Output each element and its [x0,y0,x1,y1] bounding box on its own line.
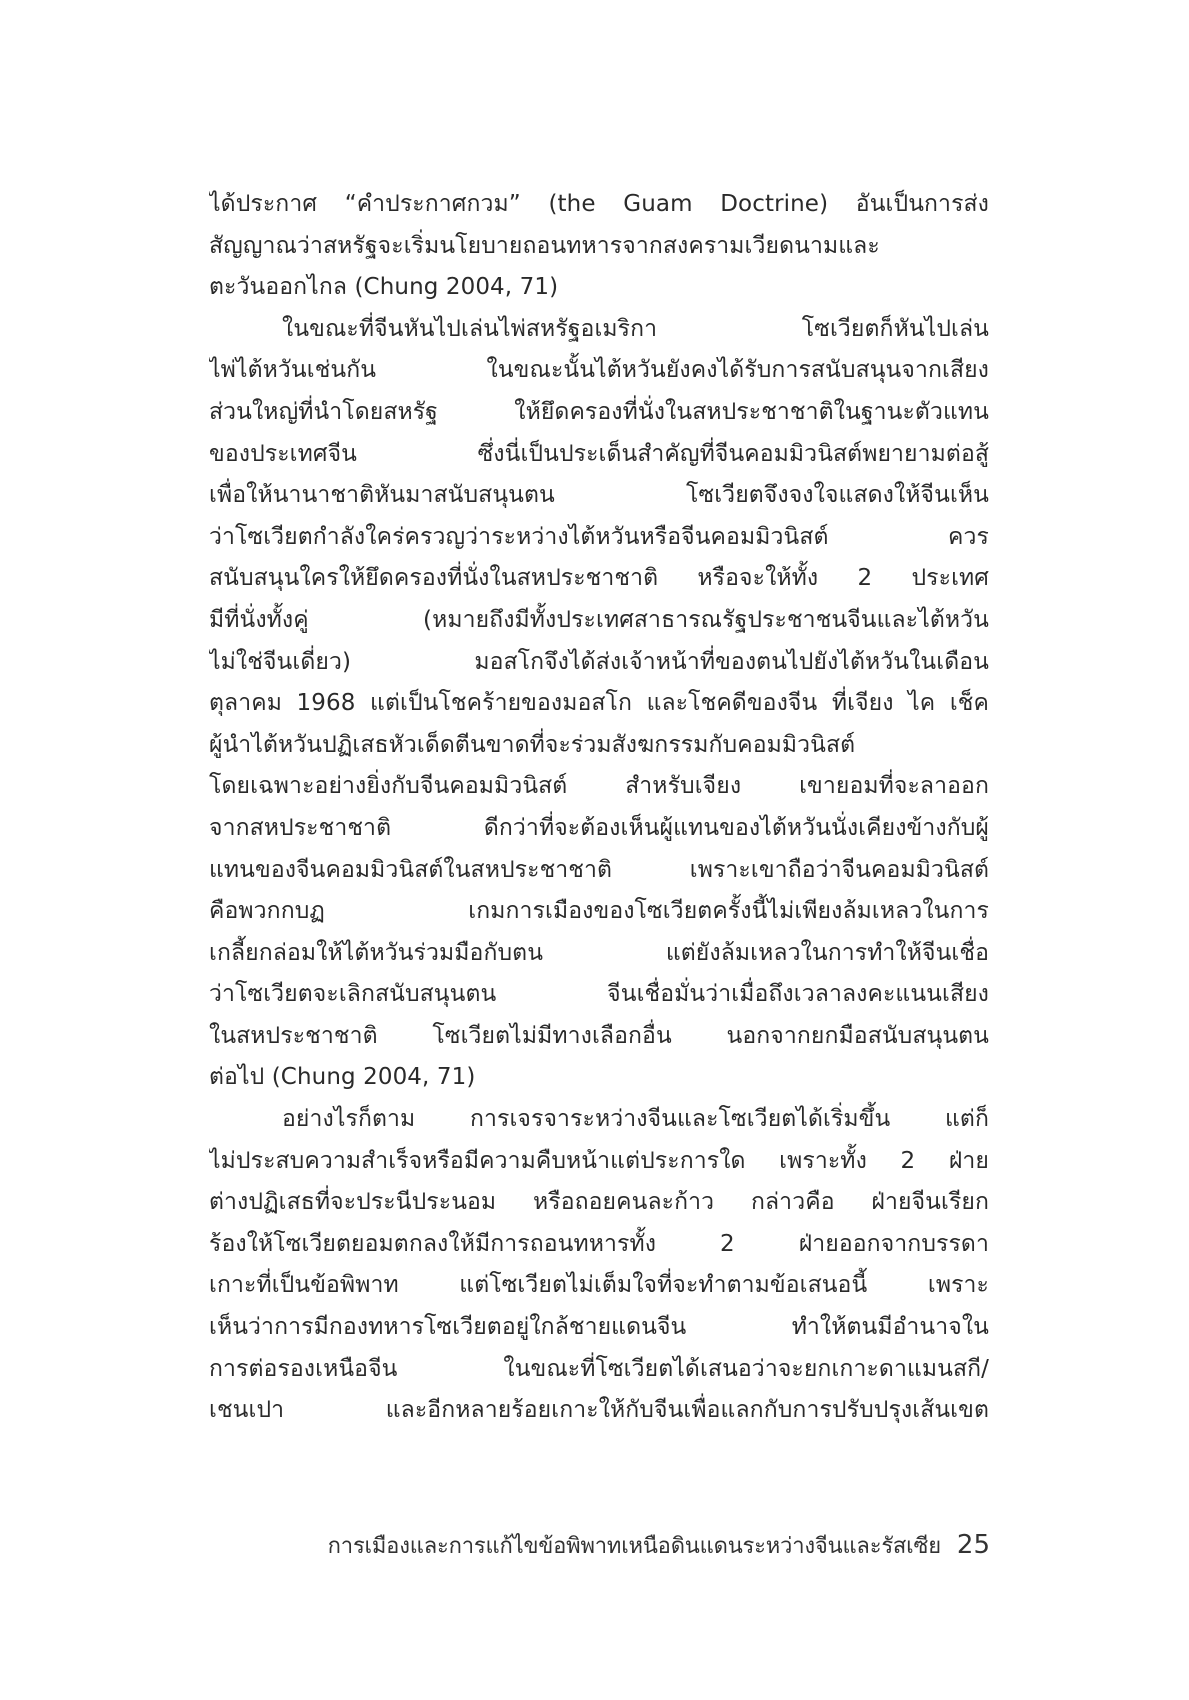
text-line: ไม่ประสบความสำเร็จหรือมีความคืบหน้าแต่ประการใด เพราะทั้ง 2 ฝ่าย [209,1147,989,1174]
text-line: ตุลาคม 1968 แต่เป็นโชคร้ายของมอสโก และโชคดีของจีน ที่เจียง ไค เช็ค [209,690,989,717]
text-line: เชนเปา และอีกหลายร้อยเกาะให้กับจีนเพื่อแลกกับการปรับปรุงเส้นเขต [209,1397,989,1424]
text-line: ผู้นำไต้หวันปฏิเสธหัวเด็ดตีนขาดที่จะร่วมสังฆกรรมกับคอมมิวนิสต์ [209,731,856,758]
text-line: ต่อไป (Chung 2004, 71) [209,1064,476,1091]
text-line: ว่าโซเวียตจะเลิกสนับสนุนตน จีนเชื่อมั่นว่าเมื่อถึงเวลาลงคะแนนเสียง [209,981,989,1008]
text-line: ส่วนใหญ่ที่นำโดยสหรัฐ ให้ยึดครองที่นั่งในสหประชาชาติในฐานะตัวแทน [209,398,989,425]
text-line: ไม่ใช่จีนเดี่ยว) มอสโกจึงได้ส่งเจ้าหน้าที่ของตนไปยังไต้หวันในเดือน [209,648,989,675]
text-line: มีที่นั่งทั้งคู่ (หมายถึงมีทั้งประเทศสาธารณรัฐประชาชนจีนและไต้หวัน [209,606,989,633]
text-line: สัญญาณว่าสหรัฐจะเริ่มนโยบายถอนทหารจากสงครามเวียดนามและ [209,232,880,259]
text-line: แทนของจีนคอมมิวนิสต์ในสหประชาชาติ เพราะเขาถือว่าจีนคอมมิวนิสต์ [209,856,989,883]
running-title: การเมืองและการแก้ไขข้อพิพาทเหนือดินแดนระหว่างจีนและรัสเซีย [327,1534,941,1559]
text-line: เกลี้ยกล่อมให้ไต้หวันร่วมมือกับตน แต่ยังล้มเหลวในการทำให้จีนเชื่อ [209,939,989,966]
text-line: ร้องให้โซเวียตยอมตกลงให้มีการถอนทหารทั้ง 2 ฝ่ายออกจากบรรดา [209,1230,989,1257]
text-line: ได้ประกาศ “คำประกาศกวม” (the Guam Doctrine) อันเป็นการส่ง [209,191,989,217]
text-line: ไพ่ไต้หวันเช่นกัน ในขณะนั้นไต้หวันยังคงได้รับการสนับสนุนจากเสียง [209,357,989,384]
text-line: ต่างปฏิเสธที่จะประนีประนอม หรือถอยคนละก้าว กล่าวคือ ฝ่ายจีนเรียก [209,1189,989,1216]
page-number: 25 [956,1530,990,1560]
text-line: โดยเฉพาะอย่างยิ่งกับจีนคอมมิวนิสต์ สำหรับเจียง เขายอมที่จะลาออก [209,773,989,800]
text-line: คือพวกกบฏ เกมการเมืองของโซเวียตครั้งนี้ไม่เพียงล้มเหลวในการ [209,898,989,925]
text-line: ในสหประชาชาติ โซเวียตไม่มีทางเลือกอื่น นอกจากยกมือสนับสนุนตน [209,1022,989,1049]
text-line: จากสหประชาชาติ ดีกว่าที่จะต้องเห็นผู้แทนของไต้หวันนั่งเคียงข้างกับผู้ [209,814,989,841]
page-footer [327,1528,990,1568]
text-line: เกาะที่เป็นข้อพิพาท แต่โซเวียตไม่เต็มใจที่จะทำตามข้อเสนอนี้ เพราะ [209,1272,989,1299]
text-line: สนับสนุนใครให้ยึดครองที่นั่งในสหประชาชาติ หรือจะให้ทั้ง 2 ประเทศ [209,565,989,592]
text-line: ในขณะที่จีนหันไปเล่นไพ่สหรัฐอเมริกา โซเวียตก็หันไปเล่น [282,315,989,342]
text-line: อย่างไรก็ตาม การเจรจาระหว่างจีนและโซเวียตได้เริ่มขึ้น แต่ก็ [282,1106,989,1133]
text-line: เห็นว่าการมีกองทหารโซเวียตอยู่ใกล้ชายแดนจีน ทำให้ตนมีอำนาจใน [209,1314,989,1341]
text-line: ตะวันออกไกล (Chung 2004, 71) [209,274,559,301]
text-line: ว่าโซเวียตกำลังใคร่ครวญว่าระหว่างไต้หวันหรือจีนคอมมิวนิสต์ ควร [209,523,989,550]
body-text [209,184,989,1432]
text-line: เพื่อให้นานาชาติหันมาสนับสนุนตน โซเวียตจึงจงใจแสดงให้จีนเห็น [209,482,989,509]
text-line: การต่อรองเหนือจีน ในขณะที่โซเวียตได้เสนอว่าจะยกเกาะดาแมนสกี/ [209,1355,989,1382]
text-line: ของประเทศจีน ซึ่งนี่เป็นประเด็นสำคัญที่จีนคอมมิวนิสต์พยายามต่อสู้ [209,440,989,467]
